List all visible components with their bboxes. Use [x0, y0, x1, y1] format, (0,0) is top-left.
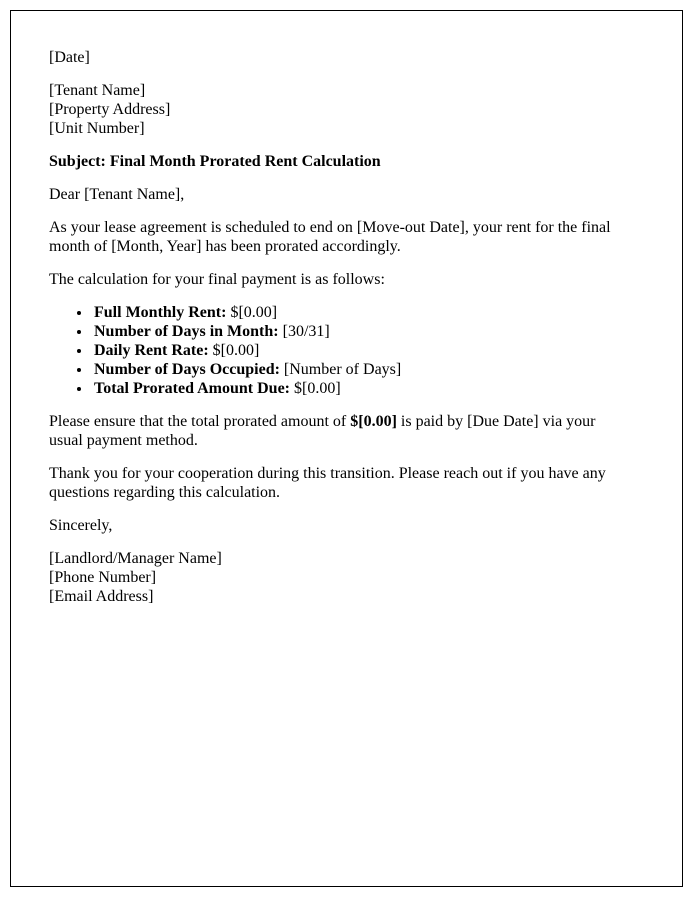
list-item-label: Full Monthly Rent: — [94, 304, 227, 321]
property-address-line: [Property Address] — [49, 101, 171, 118]
list-item-label: Number of Days Occupied: — [94, 361, 280, 378]
salutation: Dear [Tenant Name], — [49, 186, 185, 203]
payment-amount: $[0.00] — [350, 413, 397, 430]
letter-page — [10, 10, 683, 887]
payment-text-before: Please ensure that the total prorated amount of — [49, 413, 347, 430]
list-item-total-prorated-amount — [92, 379, 612, 398]
payment-instruction-paragraph — [49, 412, 612, 450]
list-item-days-occupied — [92, 360, 612, 379]
list-item-label: Total Prorated Amount Due: — [94, 380, 290, 397]
calculation-list — [49, 303, 612, 398]
tenant-address-block — [49, 81, 612, 138]
subject-line: Subject: Final Month Prorated Rent Calculation — [49, 153, 381, 170]
phone-number-line: [Phone Number] — [49, 569, 157, 586]
list-item-value: $[0.00] — [212, 342, 260, 359]
email-address-line: [Email Address] — [49, 588, 154, 605]
signature-block — [49, 549, 612, 606]
intro-paragraph: As your lease agreement is scheduled to end on [Move-out Date], your rent for the final month of [Month, Year] has been prorated accordingly. — [49, 219, 611, 255]
list-item-value: $[0.00] — [230, 304, 278, 321]
landlord-name-line: [Landlord/Manager Name] — [49, 550, 222, 567]
list-item-label: Number of Days in Month: — [94, 323, 279, 340]
list-item-value: $[0.00] — [294, 380, 341, 397]
list-item-full-monthly-rent — [92, 303, 612, 322]
date-placeholder: [Date] — [49, 49, 90, 66]
unit-number-line: [Unit Number] — [49, 120, 145, 137]
list-item-days-in-month — [92, 322, 612, 341]
payment-text-after: is paid by [Due Date] via your usual payment method. — [49, 413, 596, 449]
thanks-paragraph: Thank you for your cooperation during this transition. Please reach out if you have any questions regarding this calculation. — [49, 465, 606, 501]
tenant-name-line: [Tenant Name] — [49, 82, 146, 99]
closing-line: Sincerely, — [49, 517, 113, 534]
calculation-intro-paragraph: The calculation for your final payment is as follows: — [49, 271, 385, 288]
list-item-value: [30/31] — [282, 323, 330, 340]
list-item-value: [Number of Days] — [283, 361, 402, 378]
list-item-label: Daily Rent Rate: — [94, 342, 209, 359]
list-item-daily-rent-rate — [92, 341, 612, 360]
